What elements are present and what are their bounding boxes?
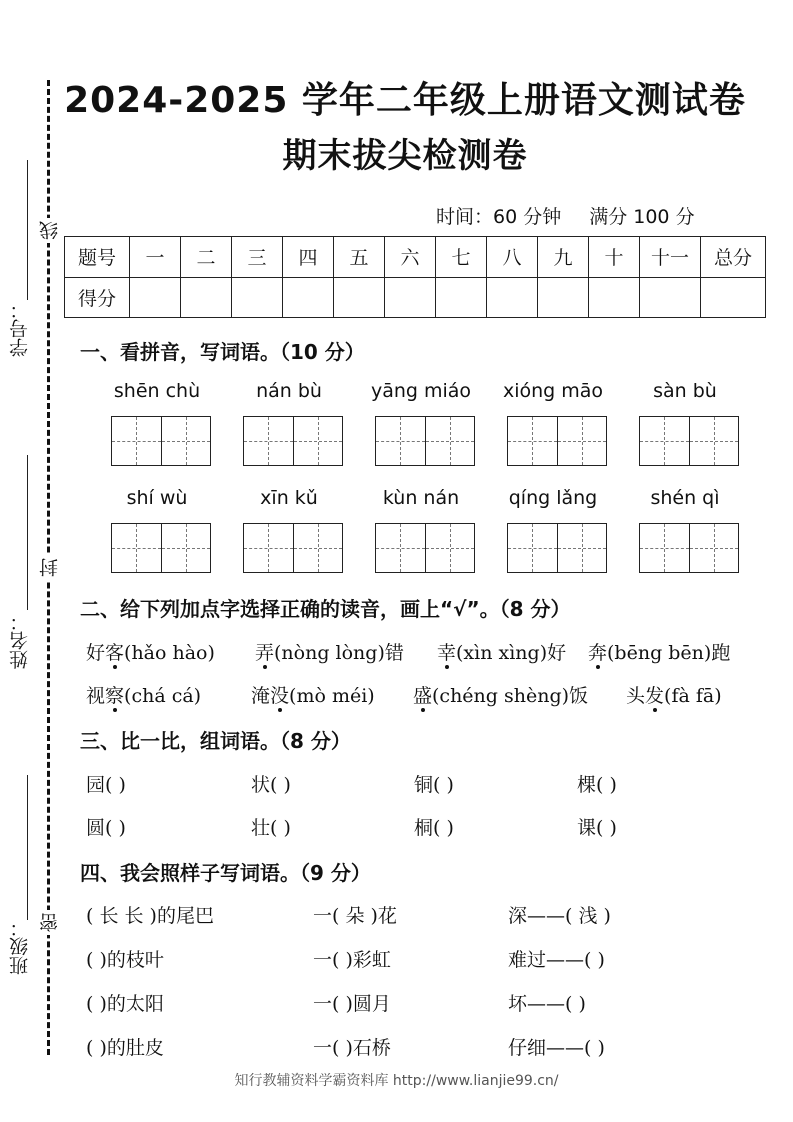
- side-mark-xian: 线: [36, 218, 63, 243]
- antonym-item[interactable]: 深——( 浅 ): [508, 905, 611, 927]
- score-table-header-row: [65, 237, 766, 278]
- reading-choice-item[interactable]: 幸(xìn xìng)好: [437, 642, 567, 664]
- tianzige-box[interactable]: [375, 523, 475, 573]
- compare-word-item[interactable]: 状( ): [251, 774, 291, 796]
- score-cell[interactable]: [701, 277, 766, 318]
- pinyin-label: xióng māo: [502, 380, 604, 402]
- xuehao-fill-line: [27, 160, 28, 300]
- score-cell[interactable]: [334, 277, 385, 318]
- pinyin-label: shén qì: [650, 487, 720, 509]
- banji-fill-line: [27, 775, 28, 920]
- score-cell[interactable]: [538, 277, 589, 318]
- score-col-total: 总分: [701, 237, 766, 278]
- score-cell[interactable]: [436, 277, 487, 318]
- tianzige-box[interactable]: [375, 416, 475, 466]
- measure-word-item[interactable]: 一( )圆月: [313, 993, 391, 1015]
- compare-word-item[interactable]: 桐( ): [414, 817, 454, 839]
- score-cell[interactable]: [181, 277, 232, 318]
- score-col: 七: [436, 237, 487, 278]
- full-score: 满分 100 分: [589, 206, 695, 228]
- measure-word-item[interactable]: 一( )石桥: [313, 1037, 391, 1059]
- time-limit: 时间：60 分钟: [436, 206, 562, 228]
- pinyin-label: xīn kǔ: [260, 487, 318, 509]
- pattern-word-item[interactable]: ( )的太阳: [86, 993, 164, 1015]
- reading-choice-item[interactable]: 头发(fà fā): [626, 685, 722, 707]
- section-2-heading: 二、给下列加点字选择正确的读音，画上“√”。（8 分）: [80, 597, 571, 621]
- side-label-xingming: 姓名：: [9, 612, 31, 669]
- score-col: 九: [538, 237, 589, 278]
- score-cell[interactable]: [385, 277, 436, 318]
- tianzige-box[interactable]: [507, 523, 607, 573]
- section-4-heading: 四、我会照样子写词语。（9 分）: [80, 861, 371, 885]
- score-cell[interactable]: [487, 277, 538, 318]
- tianzige-box[interactable]: [639, 416, 739, 466]
- tianzige-box[interactable]: [243, 523, 343, 573]
- score-table-score-row: [65, 277, 766, 318]
- footer-watermark: 知行教辅资料学霸资料库 http://www.lianjie99.cn/: [234, 1073, 559, 1089]
- pinyin-label: shēn chù: [113, 380, 201, 402]
- score-col: 十: [589, 237, 640, 278]
- score-cell[interactable]: [640, 277, 701, 318]
- section-1-heading: 一、看拼音，写词语。（10 分）: [80, 340, 365, 364]
- compare-word-item[interactable]: 课( ): [577, 817, 617, 839]
- reading-choice-item[interactable]: 视察(chá cá): [86, 685, 202, 707]
- side-label-xuehao: 学号：: [9, 300, 31, 357]
- score-col: 十一: [640, 237, 701, 278]
- pinyin-label: yāng miáo: [370, 380, 472, 402]
- antonym-item[interactable]: 仔细——( ): [508, 1037, 605, 1059]
- score-cell[interactable]: [232, 277, 283, 318]
- antonym-item[interactable]: 坏——( ): [508, 993, 586, 1015]
- compare-word-item[interactable]: 园( ): [86, 774, 126, 796]
- measure-word-item[interactable]: 一( 朵 )花: [313, 905, 397, 927]
- score-cell[interactable]: [283, 277, 334, 318]
- score-col: 五: [334, 237, 385, 278]
- compare-word-item[interactable]: 圆( ): [86, 817, 126, 839]
- side-label-banji: 班级：: [9, 918, 31, 975]
- compare-word-item[interactable]: 壮( ): [251, 817, 291, 839]
- reading-choice-item[interactable]: 好客(hǎo hào): [86, 642, 215, 664]
- score-col: 二: [181, 237, 232, 278]
- tianzige-box[interactable]: [507, 416, 607, 466]
- reading-choice-item[interactable]: 弄(nòng lòng)错: [255, 642, 404, 664]
- score-table: [64, 236, 766, 318]
- pattern-word-item[interactable]: ( )的枝叶: [86, 949, 164, 971]
- compare-word-item[interactable]: 棵( ): [577, 774, 617, 796]
- pinyin-label: sàn bù: [653, 380, 717, 402]
- tianzige-box[interactable]: [111, 416, 211, 466]
- page-subtitle: 期末拔尖检测卷: [282, 136, 528, 176]
- pattern-word-item[interactable]: ( )的肚皮: [86, 1037, 164, 1059]
- pinyin-label: kùn nán: [382, 487, 460, 509]
- tianzige-box[interactable]: [243, 416, 343, 466]
- side-mark-mi: 密: [36, 910, 63, 935]
- score-col: 六: [385, 237, 436, 278]
- score-col-label: 题号: [65, 237, 130, 278]
- reading-choice-item[interactable]: 淹没(mò méi): [251, 685, 375, 707]
- tianzige-box[interactable]: [111, 523, 211, 573]
- side-mark-feng: 封: [36, 555, 63, 580]
- tianzige-box[interactable]: [639, 523, 739, 573]
- compare-word-item[interactable]: 铜( ): [414, 774, 454, 796]
- reading-choice-item[interactable]: 盛(chéng shèng)饭: [413, 685, 589, 707]
- score-col: 八: [487, 237, 538, 278]
- score-col: 一: [130, 237, 181, 278]
- section-3-heading: 三、比一比，组词语。（8 分）: [80, 729, 351, 753]
- score-col: 三: [232, 237, 283, 278]
- xingming-fill-line: [27, 455, 28, 610]
- pinyin-label: shí wù: [126, 487, 188, 509]
- score-row-label: 得分: [65, 277, 130, 318]
- pinyin-label: qíng lǎng: [508, 487, 598, 509]
- score-cell[interactable]: [589, 277, 640, 318]
- measure-word-item[interactable]: 一( )彩虹: [313, 949, 391, 971]
- antonym-item[interactable]: 难过——( ): [508, 949, 605, 971]
- pinyin-label: nán bù: [256, 380, 322, 402]
- score-col: 四: [283, 237, 334, 278]
- pattern-word-item[interactable]: ( 长 长 )的尾巴: [86, 905, 214, 927]
- exam-meta: [436, 202, 695, 229]
- score-cell[interactable]: [130, 277, 181, 318]
- page-title: 2024-2025 学年二年级上册语文测试卷: [64, 80, 746, 121]
- reading-choice-item[interactable]: 奔(bēng bēn)跑: [588, 642, 731, 664]
